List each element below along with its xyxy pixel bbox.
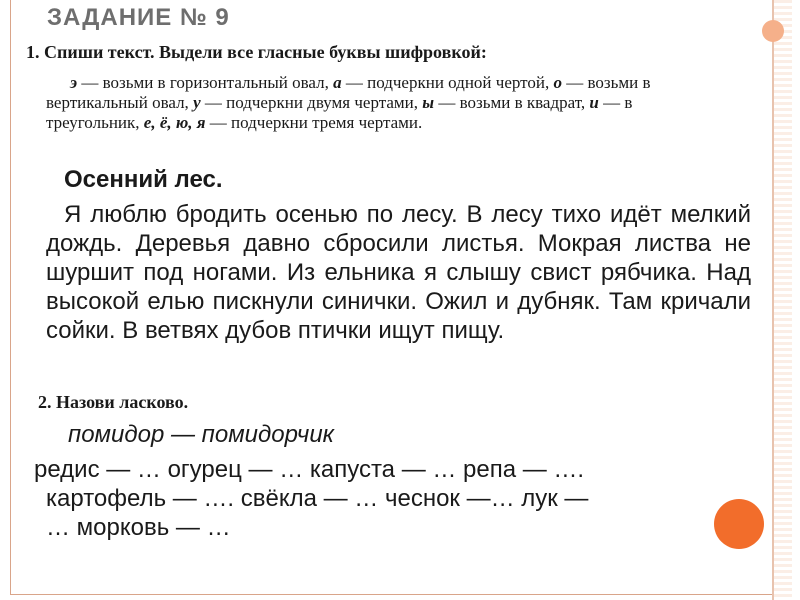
vowel-e: э: [70, 73, 78, 92]
vowels-iotated: е, ё, ю, я: [143, 113, 206, 132]
instr-iotated-text: — подчеркни тремя чертами.: [205, 113, 423, 132]
story-title: Осенний лес.: [64, 166, 223, 193]
instr-y-text: — возьми в квадрат,: [434, 93, 590, 112]
instr-e-text: — возьми в горизонтальный овал,: [77, 73, 334, 92]
vowel-u: у: [193, 93, 201, 112]
vowel-y: ы: [422, 93, 435, 112]
word-line: редис — … огурец — … капуста — … репа — ….: [34, 456, 585, 483]
decorative-circle-top: [762, 20, 784, 42]
decorative-stripe-bar: [774, 0, 792, 600]
task1-instructions: [46, 73, 718, 133]
task2-heading: 2. Назови ласково.: [38, 392, 189, 412]
task2-example: помидор — помидорчик: [68, 421, 334, 448]
story-body: Я люблю бродить осенью по лесу. В лесу тихо идёт мелкий дождь. Деревья давно сбросили листья. Мокрая листва не шуршит под ногами. Из ельника я слышу свист рябчика. Над высокой елью пискнули синички. Ожил и дубняк. Там кричали сойки. В ветвях дубов птички ищут пищу.: [46, 201, 751, 344]
vowel-o: о: [553, 73, 562, 92]
instr-a-text: — подчеркни одной чертой,: [341, 73, 554, 92]
slide-title: ЗАДАНИЕ № 9: [47, 4, 230, 31]
story-text: [46, 200, 751, 345]
word-line: картофель — …. свёкла — … чеснок —… лук —: [46, 485, 589, 512]
instr-i-text: — в треугольник,: [46, 93, 633, 132]
task2-word-list: [34, 455, 734, 542]
vowel-a: а: [333, 73, 342, 92]
task1-heading: 1. Спиши текст. Выдели все гласные буквы шифровкой:: [26, 42, 487, 62]
word-line: … морковь — …: [46, 514, 231, 541]
vowel-i: и: [589, 93, 599, 112]
instr-o-text: — возьми в вертикальный овал,: [46, 73, 651, 112]
instr-u-text: — подчеркни двумя чертами,: [200, 93, 423, 112]
